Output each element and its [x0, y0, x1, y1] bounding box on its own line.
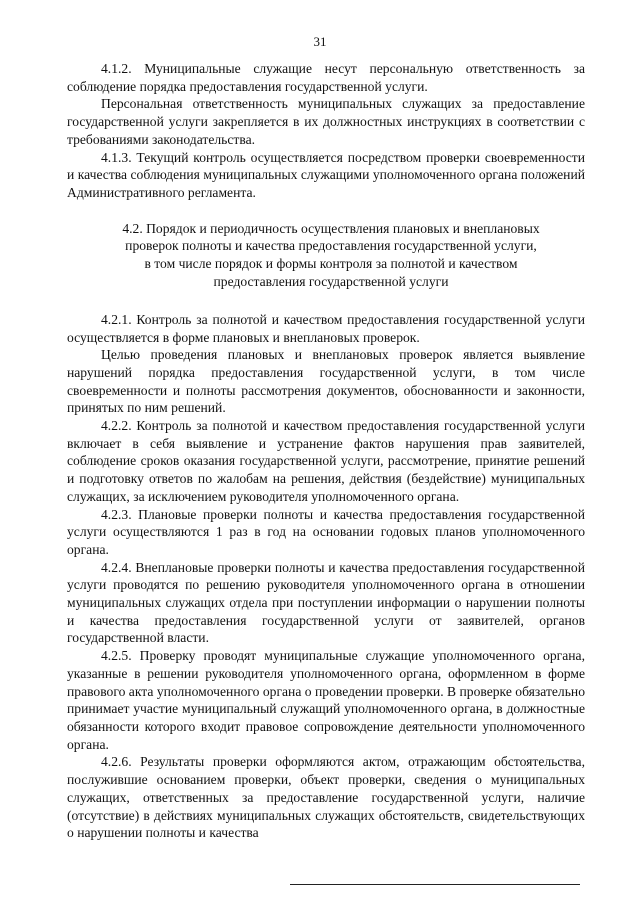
heading-line: предоставления государственной услуги [213, 274, 449, 290]
paragraph-4-2-1: 4.2.1. Контроль за полнотой и качеством предоставления государственной услуги осуществляется в форме плановых и внеплановых проверок. [67, 311, 585, 345]
paragraph-4-2-4: 4.2.4. Внеплановые проверки полноты и качества предоставления государственной услуги проводятся по решению руководителя уполномоченного органа в отношении муниципальных служащих отдела при поступлении информации о нарушении полноты и качества предоставления государственной услуги от заявителей, органов государственной власти. [67, 559, 585, 646]
paragraph-inspection-goal: Целью проведения плановых и внеплановых проверок является выявление нарушений порядка предоставления государственной услуги, в том числе своевременности и полноты рассмотрения документов, обоснованности и законности, принятых по ним решений. [67, 347, 585, 416]
document-body [67, 60, 585, 842]
paragraph-4-2-5: 4.2.5. Проверку проводят муниципальные служащие уполномоченного органа, указанные в решении руководителя уполномоченного органа, оформленном в форме правового акта уполномоченного органа о проведении проверки. В проверке обязательно принимает участие муниципальный служащий уполномоченного органа, в должностные обязанности которого входит правовое сопровождение деятельности уполномоченного органа. [67, 648, 585, 752]
footer-rule [290, 884, 580, 885]
page-number: 31 [313, 34, 327, 49]
paragraph-4-1-3: 4.1.3. Текущий контроль осуществляется посредством проверки своевременности и качества соблюдения муниципальных служащими уполномоченного органа положений Административного регламента. [67, 149, 585, 200]
paragraph-4-1-2: 4.1.2. Муниципальные служащие несут персональную ответственность за соблюдение порядка предоставления государственной услуги. [67, 61, 585, 94]
heading-line: проверок полноты и качества предоставления государственной услуги, [125, 238, 537, 254]
paragraph-4-2-3: 4.2.3. Плановые проверки полноты и качества предоставления государственной услуги осуществляются 1 раз в год на основании годовых планов уполномоченного органа. [67, 506, 585, 557]
paragraph-4-2-2: 4.2.2. Контроль за полнотой и качеством предоставления государственной услуги включает в себя выявление и устранение фактов нарушения прав заявителей, соблюдение сроков оказания государственной услуги, рассмотрение, принятие решений и подготовку ответов по жалобам на решения, действия (бездействие) муниципальных служащих, за исключением руководителя уполномоченного органа. [67, 418, 585, 504]
paragraph-4-2-6: 4.2.6. Результаты проверки оформляются актом, отражающим обстоятельства, послужившие основанием проверки, объект проверки, сведения о муниципальных служащих, ответственных за предоставление государственной услуги, наличие (отсутствие) в действиях муниципальных служащих обстоятельств, свидетельствующих о нарушении полноты и качества [67, 754, 585, 841]
paragraph-personal-responsibility: Персональная ответственность муниципальных служащих за предоставление государственной услуги закрепляется в их должностных инструкциях в соответствии с требованиями законодательства. [67, 96, 585, 147]
heading-line: 4.2. Порядок и периодичность осуществления плановых и внеплановых [122, 220, 540, 236]
section-heading-4-2 [67, 220, 585, 291]
heading-line: в том числе порядок и формы контроля за полнотой и качеством [144, 256, 518, 272]
